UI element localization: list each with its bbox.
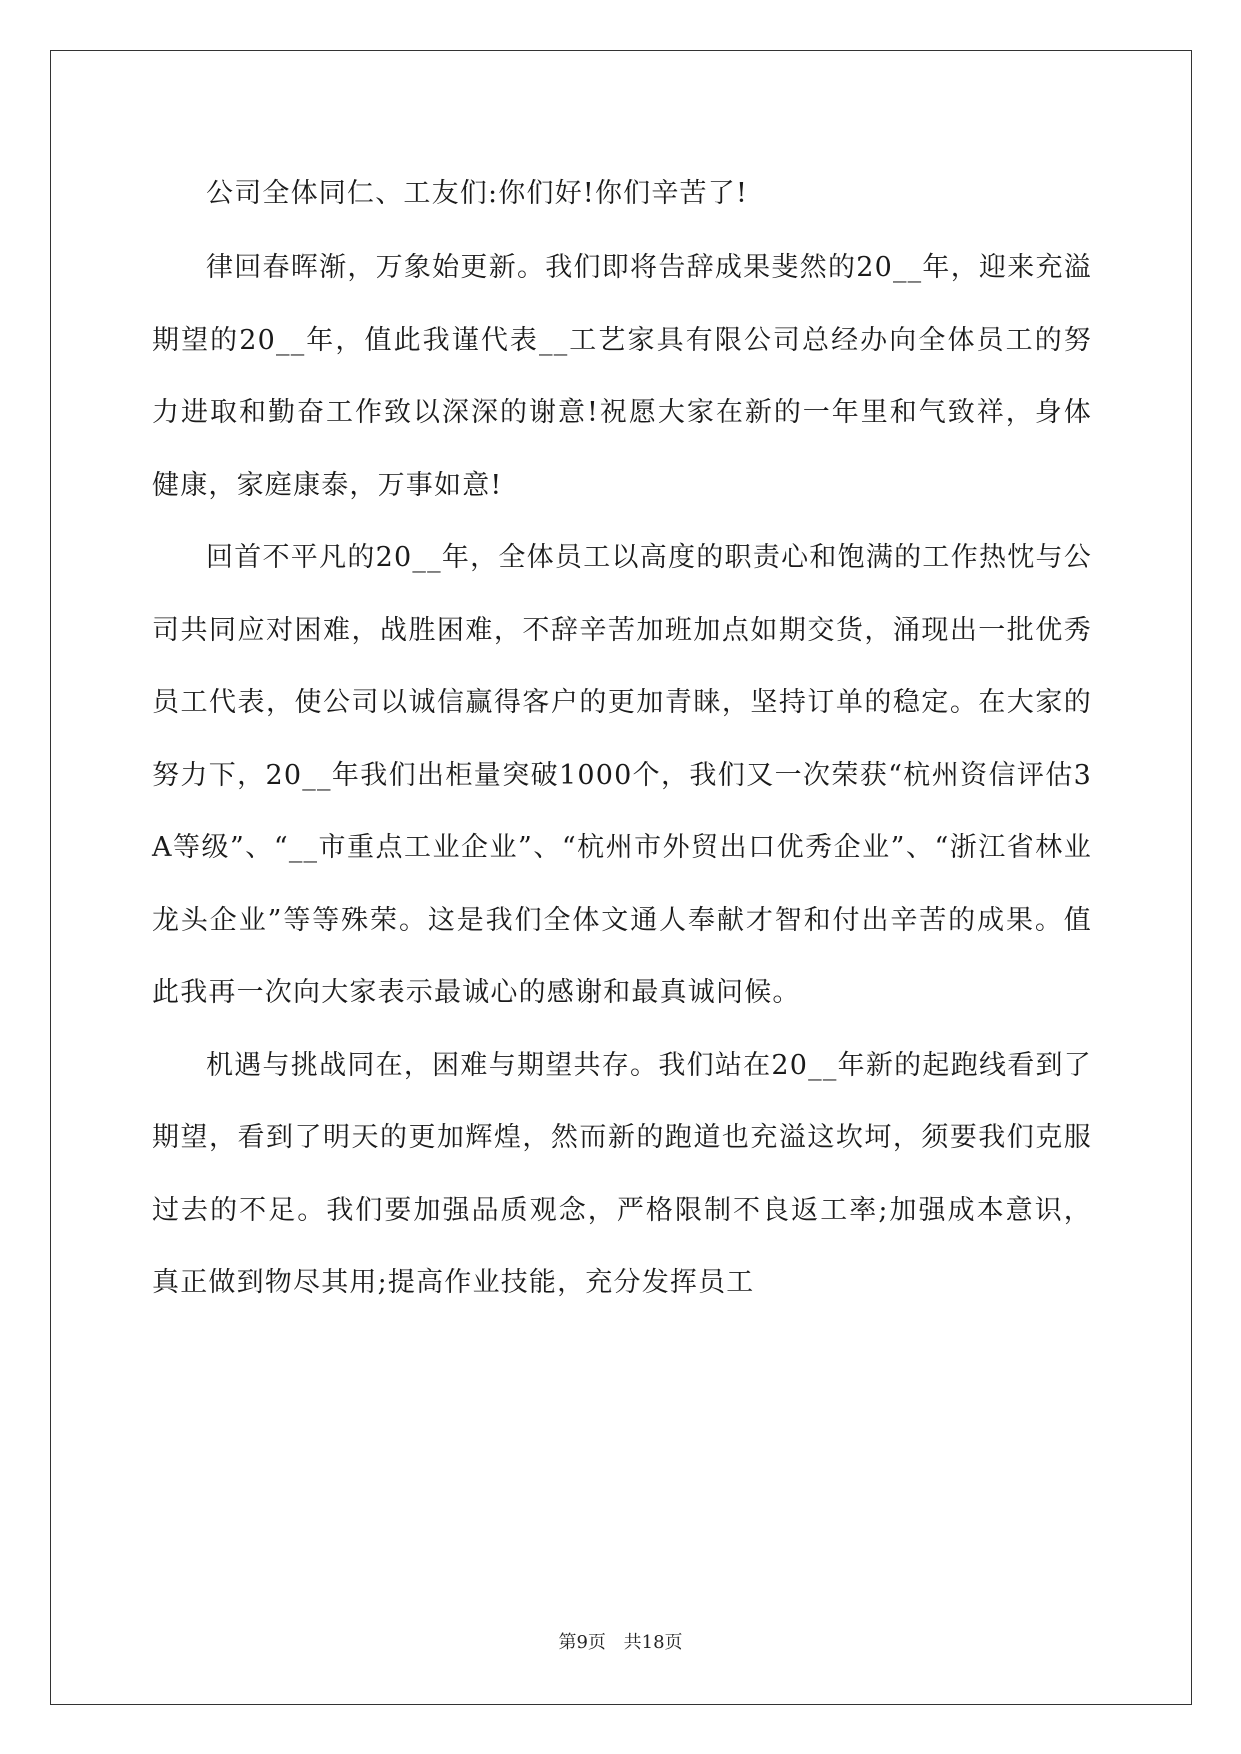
page-number: 第9页 [558, 1632, 606, 1653]
greeting-paragraph: 公司全体同仁、工友们:你们好!你们辛苦了! [206, 178, 748, 209]
body-paragraph: 机遇与挑战同在，困难与期望共存。我们站在20__年新的起跑线看到了期望，看到了明天的更加辉煌，然而新的跑道也充溢这坎坷，须要我们克服过去的不足。我们要加强品质观念，严格限制不良返工率;加强成本意识，真正做到物尽其用;提高作业技能，充分发挥员工 [152, 1049, 1092, 1298]
body-paragraph: 律回春晖渐，万象始更新。我们即将告辞成果斐然的20__年，迎来充溢期望的20__年，值此我谨代表__工艺家具有限公司总经办向全体员工的努力进取和勤奋工作致以深深的谢意!祝愿大家在新的一年里和气致祥，身体健康，家庭康泰，万事如意! [152, 252, 1092, 501]
page-total: 共18页 [623, 1632, 683, 1653]
page-footer [0, 1628, 1241, 1654]
body-paragraph: 回首不平凡的20__年，全体员工以高度的职责心和饱满的工作热忱与公司共同应对困难，战胜困难，不辞辛苦加班加点如期交货，涌现出一批优秀员工代表，使公司以诚信赢得客户的更加青睐，坚持订单的稳定。在大家的努力下，20__年我们出柜量突破1000个，我们又一次荣获“杭州资信评估3A等级”、“__市重点工业企业”、“杭州市外贸出口优秀企业”、“浙江省林业龙头企业”等等殊荣。这是我们全体文通人奉献才智和付出辛苦的成果。值此我再一次向大家表示最诚心的感谢和最真诚问候。 [152, 542, 1092, 1008]
document-body [152, 160, 1092, 1320]
